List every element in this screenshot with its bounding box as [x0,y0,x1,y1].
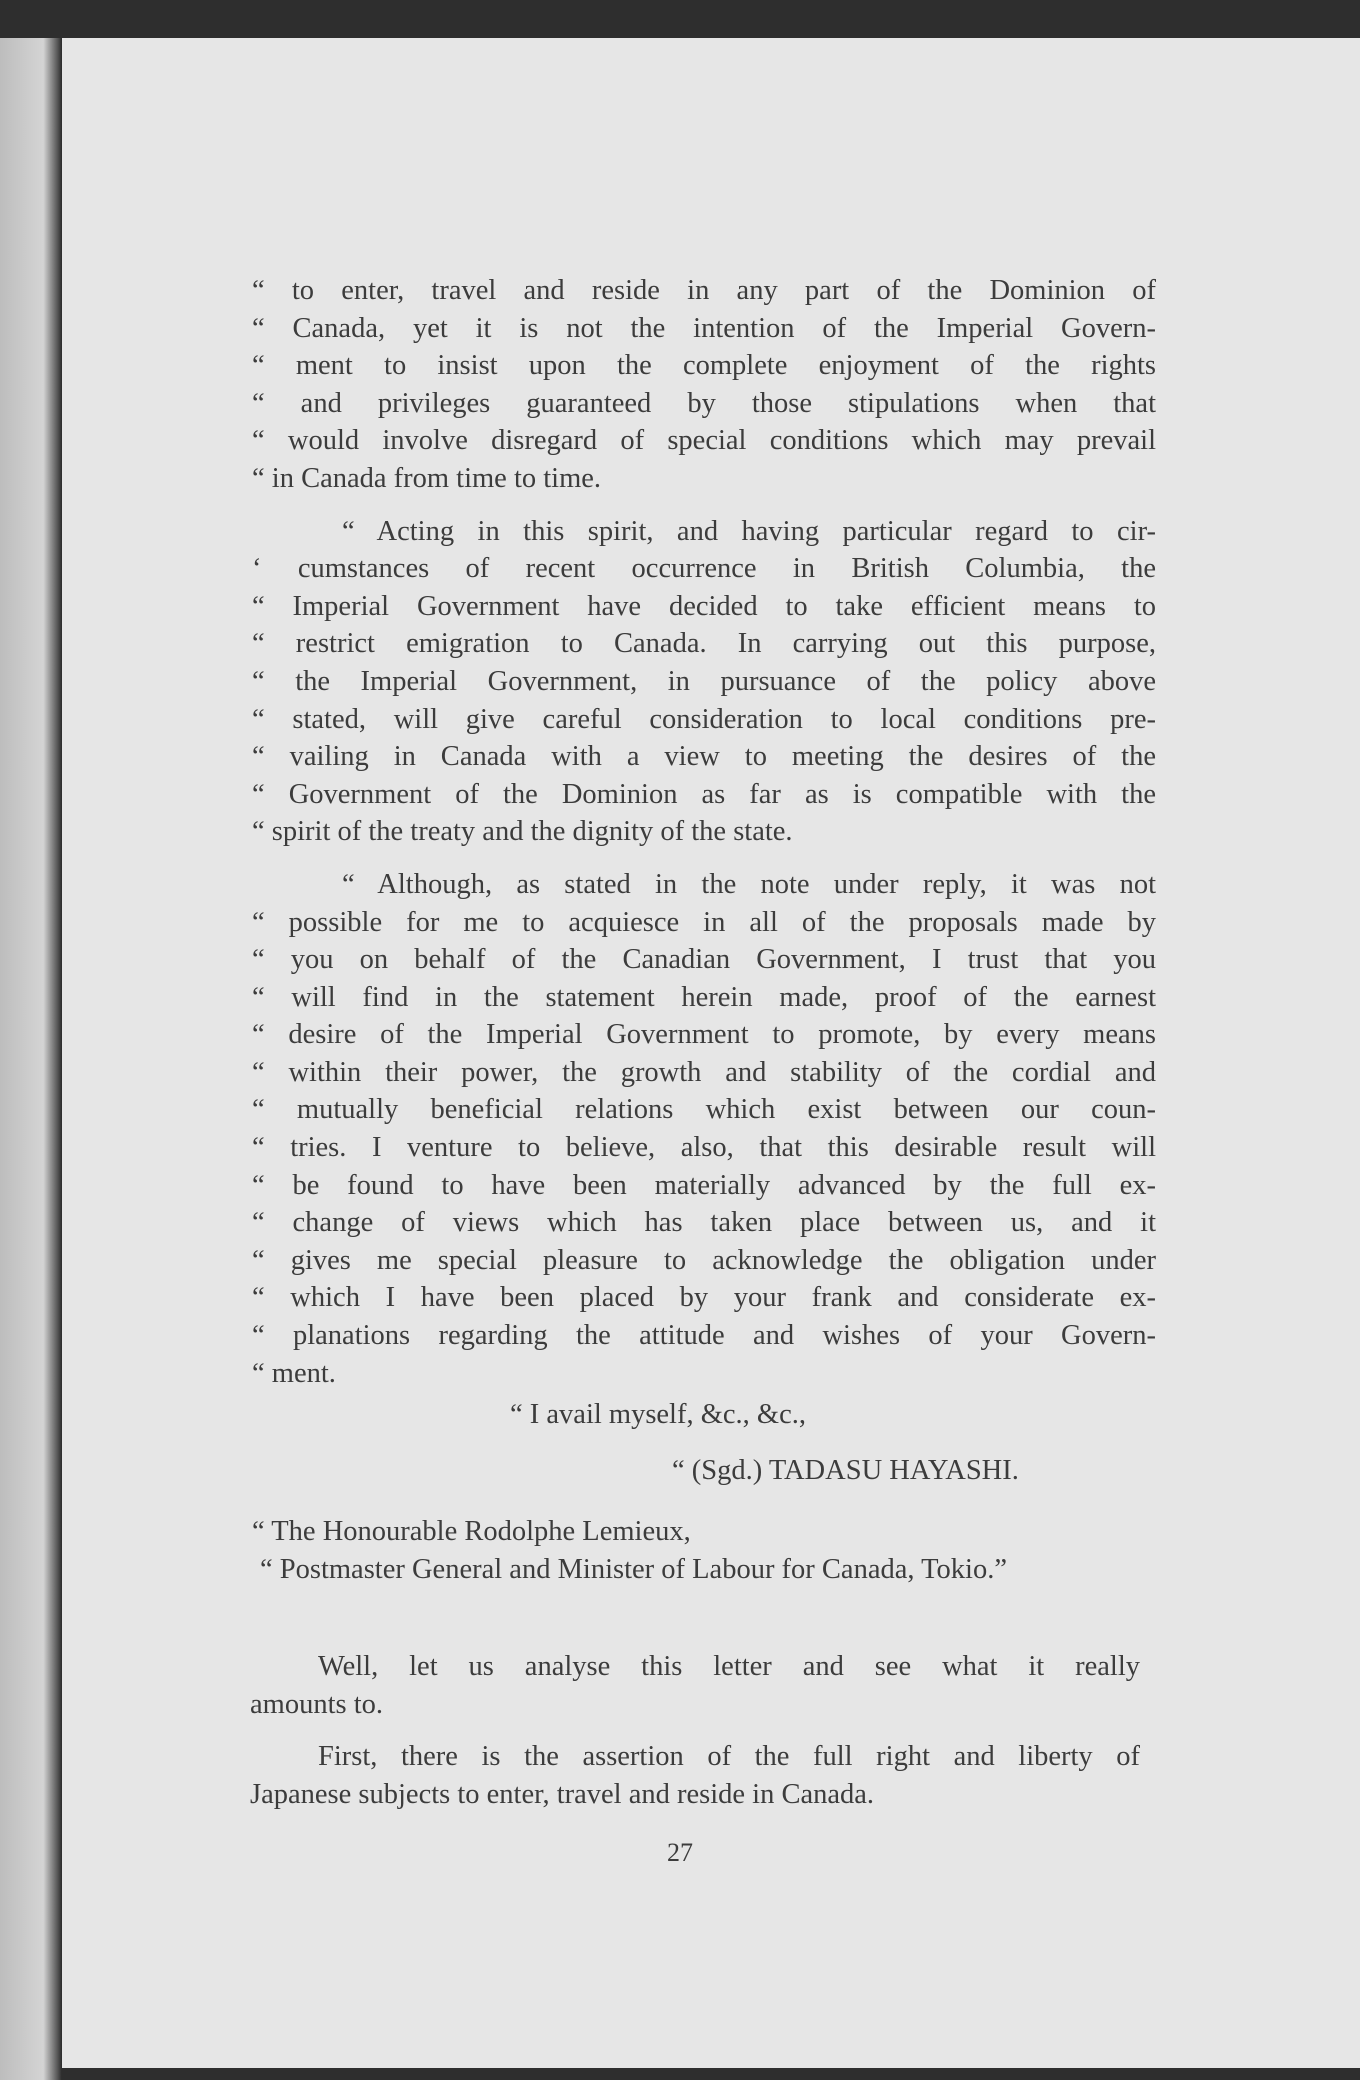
text-line: ‘ cumstances of recent occurrence in British Columbia, the [252,553,1156,585]
text-line: “ you on behalf of the Canadian Government, I trust that you [252,944,1156,976]
text-line: “ planations regarding the attitude and wishes of your Govern- [252,1320,1156,1352]
letter-body [252,272,1156,1589]
text-line: First, there is the assertion of the full right and liberty of [318,1741,1140,1773]
text-line: “ desire of the Imperial Government to promote, by every means [252,1019,1156,1051]
text-line: “ Acting in this spirit, and having particular regard to cir- [342,515,1156,547]
text-line: “ be found to have been materially advanced by the full ex- [252,1169,1156,1201]
signature-line: “ (Sgd.) TADASU HAYASHI. [672,1454,1019,1486]
addressee-line: “ Postmaster General and Minister of Labour for Canada, Tokio.” [260,1554,1007,1585]
text-line: Well, let us analyse this letter and see what it really [318,1651,1140,1682]
text-line: “ within their power, the growth and stability of the cordial and [252,1056,1156,1088]
text-line: “ tries. I venture to believe, also, that this desirable result will [252,1132,1156,1164]
text-line: “ the Imperial Government, in pursuance of the policy above [252,665,1156,697]
text-line: “ will find in the statement herein made, proof of the earnest [252,981,1156,1013]
text-line: “ vailing in Canada with a view to meeting the desires of the [252,741,1156,773]
addressee-block [252,1513,1156,1588]
paragraph-1 [252,272,1156,498]
paragraph-2 [252,513,1156,851]
text-line: “ ment. [252,1357,336,1389]
page-number: 27 [667,1838,693,1867]
text-line: “ gives me special pleasure to acknowledge the obligation under [252,1244,1156,1276]
text-line: “ would involve disregard of special conditions which may prevail [252,425,1156,457]
text-line: “ possible for me to acquiesce in all of the proposals made by [252,906,1156,938]
text-line: “ and privileges guaranteed by those stipulations when that [252,387,1156,419]
text-line: Japanese subjects to enter, travel and reside in Canada. [250,1778,875,1810]
text-line: “ Canada, yet it is not the intention of the Imperial Govern- [252,312,1156,344]
text-line: “ ment to insist upon the complete enjoyment of the rights [252,350,1156,382]
text-line: “ in Canada from time to time. [252,462,602,494]
text-line: “ restrict emigration to Canada. In carrying out this purpose, [252,628,1156,660]
commentary-paragraph-1 [250,1648,1140,1723]
text-line: “ spirit of the treaty and the dignity of the state. [252,816,793,848]
commentary-block [250,1648,1140,1813]
text-line: “ to enter, travel and reside in any part of the Dominion of [252,275,1156,306]
addressee-line: “ The Honourable Rodolphe Lemieux, [252,1516,691,1548]
paragraph-3 [252,866,1156,1392]
text-line: “ Imperial Government have decided to take efficient means to [252,590,1156,622]
text-line: “ change of views which has taken place between us, and it [252,1207,1156,1239]
text-line: “ stated, will give careful consideration to local conditions pre- [252,703,1156,735]
text-line: amounts to. [250,1688,383,1720]
book-spine-edge [0,38,62,2080]
text-line: “ mutually beneficial relations which exist between our coun- [252,1094,1156,1126]
text-line: “ Although, as stated in the note under reply, it was not [342,868,1156,900]
closing-line: “ I avail myself, &c., &c., [510,1399,806,1431]
commentary-paragraph-2 [250,1738,1140,1813]
text-line: “ Government of the Dominion as far as is compatible with the [252,778,1156,810]
text-line: “ which I have been placed by your frank and considerate ex- [252,1282,1156,1314]
